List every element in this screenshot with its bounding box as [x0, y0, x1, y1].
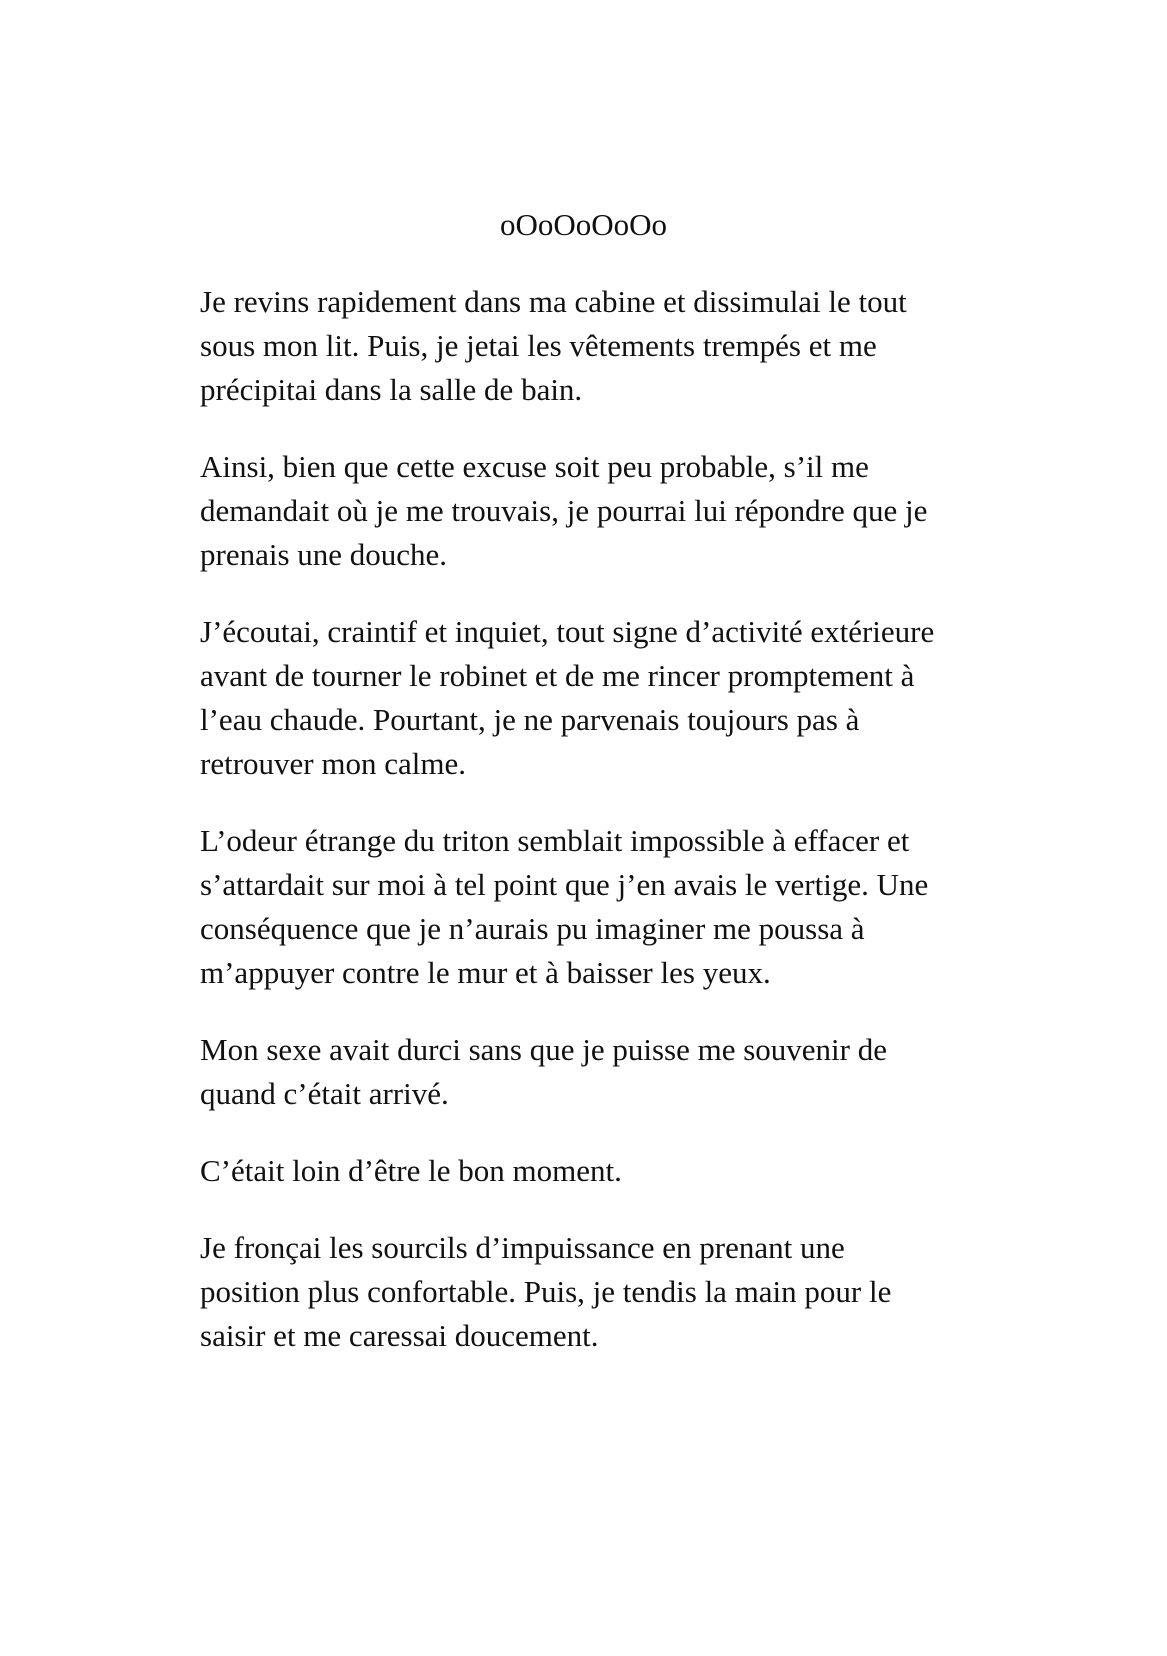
- text-line: sous mon lit. Puis, je jetai les vêtements trempés et me: [200, 328, 877, 363]
- text-line: conséquence que je n’aurais pu imaginer me poussa à: [200, 911, 865, 946]
- text-line: m’appuyer contre le mur et à baisser les yeux.: [200, 955, 771, 990]
- paragraph: [200, 445, 980, 577]
- text-line: Ainsi, bien que cette excuse soit peu probable, s’il me: [200, 449, 869, 484]
- paragraph: [200, 1226, 980, 1358]
- text-line: retrouver mon calme.: [200, 746, 466, 781]
- paragraph: [200, 1149, 980, 1193]
- paragraph: [200, 280, 980, 412]
- section-separator: oOoOoOoOo: [499, 207, 668, 242]
- text-line: quand c’était arrivé.: [200, 1076, 449, 1111]
- paragraph: [200, 1028, 980, 1116]
- text-line: avant de tourner le robinet et de me rincer promptement à: [200, 658, 915, 693]
- text-line: Je revins rapidement dans ma cabine et dissimulai le tout: [200, 284, 907, 319]
- text-line: J’écoutai, craintif et inquiet, tout signe d’activité extérieure: [200, 614, 935, 649]
- text-line: L’odeur étrange du triton semblait impossible à effacer et: [200, 823, 910, 858]
- text-line: prenais une douche.: [200, 537, 448, 572]
- text-line: précipitai dans la salle de bain.: [200, 372, 583, 407]
- text-line: l’eau chaude. Pourtant, je ne parvenais toujours pas à: [200, 702, 860, 737]
- text-line: saisir et me caressai doucement.: [200, 1318, 599, 1353]
- text-line: Je fronçai les sourcils d’impuissance en prenant une: [200, 1230, 845, 1265]
- text-line: C’était loin d’être le bon moment.: [200, 1153, 622, 1188]
- text-line: Mon sexe avait durci sans que je puisse me souvenir de: [200, 1032, 887, 1067]
- body-text: [200, 280, 980, 1391]
- paragraph: [200, 610, 980, 786]
- text-line: position plus confortable. Puis, je tendis la main pour le: [200, 1274, 892, 1309]
- text-line: s’attardait sur moi à tel point que j’en avais le vertige. Une: [200, 867, 929, 902]
- paragraph: [200, 819, 980, 995]
- text-line: demandait où je me trouvais, je pourrai lui répondre que je: [200, 493, 928, 528]
